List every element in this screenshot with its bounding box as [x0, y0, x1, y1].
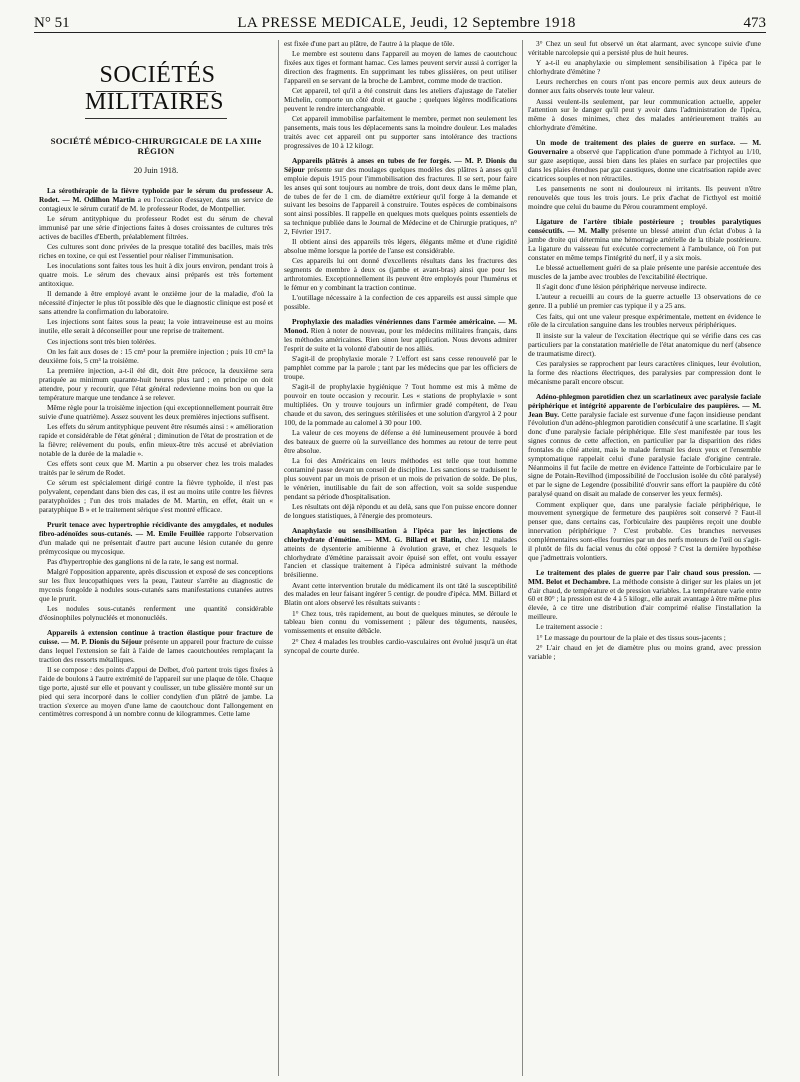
article-paragraph: On les fait aux doses de : 15 cm³ pour la première injection ; puis 10 cm³ la deuxième fois, 5 cm³ la troisième.: [39, 346, 273, 365]
article-paragraph: Les inoculations sont faites tous les huit à dix jours environ, pendant trois à quatre mois. Le sérum des chevaux ainsi préparés est très fortement antitoxique.: [39, 261, 273, 288]
article-paragraph: 1° Chez tous, très rapidement, au bout de quelques minutes, se déroule le tableau bien connu du vomissement ; pâleur des téguments, nausées, vomissements et ensuite débâcle.: [284, 608, 517, 636]
article-paragraph: Pas d'hypertrophie des ganglions ni de la rate, le sang est normal.: [47, 556, 239, 566]
article-paragraph: Malgré l'opposition apparente, après discussion et exposé de ses conceptions sur les flux leucopathiques vers la peau, l'auteur s'arrête au diagnostic de mycosis fongoïde à nodules sous-cutanés sans manifestations cutanées autres que le prurit.: [39, 567, 273, 603]
article-paragraph: Ce sérum est spécialement dirigé contre la fièvre typhoïde, il n'est pas polyvalent, cependant dans bien des cas, il est au moins utile contre les fièvres paratyphoïdes ; l'un des trois malades de M. Martin, en effet, était un « paratyphique B » et le traitement sérique s'est montré efficace.: [39, 478, 273, 514]
article-paragraph: Il se compose : des points d'appui de Delbet, d'où partent trois tiges fixées à l'aide de boulons à l'autre extrémité de l'appareil sur une plaque de tôle. Chaque tige porte, ajusté sur elle et pouvant y coulisser, un tube glissière monté sur un pied qui sera incorporé dans le collier condylien d'un plâtré de jambe. La traction s'exerce au moyen d'une lame de caoutchouc dont l'allongement en centimètres correspond à un nombre connu de kilogrammes. Cette lame: [39, 665, 273, 719]
article-paragraph: Les résultats ont déjà répondu et au delà, sans que l'on puisse encore donner de longues statistiques, à l'énergie des promoteurs.: [284, 501, 517, 520]
article-paragraph: Ces paralysies se rapprochent par leurs caractères cliniques, leur évolution, la forme des réactions électriques, des paralysies par compression dont le mécanisme paraît encore obscur.: [528, 358, 761, 386]
article-paragraph: S'agit-il de prophylaxie hygiénique ? Tout homme est mis à même de pouvoir en toute occasion y recourir. Les « stations de prophylaxie » sont multipliées. On y trouve toujours un infirmier gradé compétent, de l'eau chaude et du savon, des seringues stérilisées et une solution d'argyrol à 2 pour 100, de la pommade au calomel à 30 pour 100.: [284, 382, 517, 427]
article-paragraph: Le sérum antityphique du professeur Rodet est du sérum de cheval immunisé par une série d'injections faites à doses croissantes de cultures très actives de bacilles d'Eberth, préalablement filtrées.: [39, 214, 273, 241]
article-paragraph: 2° L'air chaud en jet de diamètre plus ou moins grand, avec pression variable ;: [528, 643, 761, 661]
session-date: 20 Juin 1918.: [133, 166, 179, 175]
article-heading: Appareils plâtrés à anses en tubes de fer forgés. — M. P. Dionis du Séjour: [284, 156, 517, 174]
column-1: [34, 40, 278, 1076]
article-paragraph: Ces appareils lui ont donné d'excellents résultats dans les fractures des segments de membre à deux os (jambe et avant-bras) ainsi que pour les arthrotomies. Exceptionnellement ils peuvent être employés pour l'humérus et le fémur en y combinant la traction continue.: [284, 256, 517, 292]
article-paragraph: 2° Chez 4 malades les troubles cardio-vasculaires ont évolué jusqu'à un état syncopal de courte durée.: [284, 636, 517, 655]
article-paragraph: Appareils plâtrés à anses en tubes de fer forgés. — M. P. Dionis du Séjour présente sur des moulages quelques modèles des plâtres à anses qu'il emploie depuis 1915 pour l'immobilisation des fractures. Il se sert, pour faire les anses qui sont toujours au nombre de trois, dont deux dans le même plan, de tubes de fer de 1 cm. de diamètre extérieur qu'il forge à la demande et suivant les besoins de l'appareil à construire. Toutes espèces de combinaisons sont ainsi possibles. Il rappelle en quelques mots quelques points essentiels de sa technique publiée dans le Journal de Médecine et de Chirurgie pratiques, n° 2, Février 1917.: [284, 156, 517, 236]
article-paragraph: L'outillage nécessaire à la confection de ces appareils est aussi simple que possible.: [284, 293, 517, 312]
article-paragraph: Un mode de traitement des plaies de guerre en surface. — M. Gouvernaire a observé que l'application d'une pommade à l'ichtyol au 1/10, sur gaze aseptique, aussi bien dans les plaies en surface par projectiles que dans les plaies étendues par gaz caustiques, donne une cicatrisation rapide avec cicatrices souples et non rétractiles.: [528, 138, 761, 183]
article-paragraph: Adéno-phlegmon parotidien chez un scarlatineux avec paralysie faciale périphérique et intégrité apparente de l'orbiculaire des paupières. — M. Jean Buy. Cette paralysie faciale est survenue d'une façon insidieuse pendant l'évolution d'un adéno-phlegmon parotidien consécutif à une scarlatine. Il s'agit donc d'une paralysie faciale périphérique. Elle s'est manifestée par tous les signes connus de cette affection, en particulier par la disparition des rides frontales du côté atteint, mais le malade fermait les deux yeux et l'ensemble symptomatique rappelait celui d'une paralysie faciale d'origine centrale. Néanmoins il fut facile de mettre en évidence l'atteinte de l'orbiculaire par le signe de Potain-Revilhod (impossibilité de l'occlusion isolée du côté paralysé) et par le signe de Legendre (possibilité d'ouvrir sans effort la paupière du côté paralysé quand on disait au malade de conserver les yeux fermés).: [528, 391, 762, 499]
article-paragraph: Même règle pour la troisième injection (qui exceptionnellement pourrait être suivie d'une quatrième). Assez souvent les deux premières injections suffisent.: [39, 402, 273, 421]
issue-number: N° 51: [34, 15, 70, 31]
article-paragraph: S'agit-il de prophylaxie morale ? L'effort est sans cesse renouvelé par le pamphlet comme par la parole ; tant par les médecins que par les officiers de troupe.: [284, 354, 517, 382]
section-title: SOCIÉTÉS MILITAIRES: [39, 62, 273, 116]
page-number: 473: [743, 15, 766, 31]
article-paragraph: Leurs recherches en cours n'ont pas encore permis aux deux auteurs de donner aux faits observés toute leur valeur.: [528, 77, 761, 96]
article-heading: Anaphylaxie ou sensibilisation à l'ipéca par les injections de chlorhydrate d'émétine. — MM. G. Billard et Blatin,: [284, 526, 517, 544]
article-heading: La sérothérapie de la fièvre typhoïde par le sérum du professeur A. Rodet. — M. Odilhon Martin: [39, 186, 273, 204]
article-paragraph: L'auteur a recueilli au cours de la guerre actuelle 13 observations de ce genre. Il a publié un premier cas typique il y a 25 ans.: [528, 292, 761, 311]
article-paragraph: Le traitement des plaies de guerre par l'air chaud sous pression. — MM. Belot et Dechambre. La méthode consiste à diriger sur les plaies un jet d'air chaud, de température et de pression variables. La température varie entre 60 et 80° ; la pression est de 4 à 5 kilogr., elle aurait avantage à être même plus élevée, à ce titre une distribution d'air comprimé réalise l'installation la meilleure.: [528, 567, 761, 622]
article-paragraph: Prurit tenace avec hypertrophie récidivante des amygdales, et nodules fibro-adénoïdes sous-cutanés. — M. Emile Feuillée rapporte l'observation d'un malade qui ne présentait d'autre part aucune lésion cutanée du genre prémycosique ou mycosique.: [39, 520, 273, 556]
article-paragraph: La foi des Américains en leurs méthodes est telle que tout homme contaminé passe devant un conseil de discipline. Les sanctions se traduisent le plus souvent par un mois de prison et un mois de privation de solde. De plus, le vénérien, inutilisable du fait de son affection, voit sa solde suspendue pendant sa période d'hospitalisation.: [284, 456, 517, 501]
article-paragraph: Cet appareil immobilise parfaitement le membre, permet non seulement les pansements, mais tous les déplacements sans la moindre douleur. Les malades traités avec cet appareil ont pu supporter sans intolérance des tractions progressives de 10 à 12 kilogr.: [284, 114, 517, 150]
article-paragraph: La sérothérapie de la fièvre typhoïde par le sérum du professeur A. Rodet. — M. Odilhon Martin a eu l'occasion d'essayer, dans un service de contagieux le sérum curatif de M. le professeur Rodet, de Montpellier.: [39, 186, 273, 213]
article-heading: Un mode de traitement des plaies de guerre en surface. — M. Gouvernaire: [528, 138, 761, 157]
article-paragraph: est fixée d'une part au plâtre, de l'autre à la plaque de tôle.: [284, 40, 455, 48]
article-paragraph: La valeur de ces moyens de défense a été lumineusement prouvée à bord des bateaux de guerre où la surveillance des hommes au retour de terre peut être absolue.: [284, 428, 517, 455]
article-paragraph: Anaphylaxie ou sensibilisation à l'ipéca par les injections de chlorhydrate d'émétine. — MM. G. Billard et Blatin, chez 12 malades atteints de dysenterie amibienne à évolution grave, et chez lesquels le chlorhydrate d'émétine paraissait avoir épuisé son effet, ont voulu essayer l'ancien et classique traitement à l'ipéca administré suivant la méthode brésilienne.: [284, 526, 517, 580]
article-paragraph: Il demande à être employé avant le onzième jour de la maladie, d'où la nécessité d'injecter le plus tôt possible dès que le diagnostic clinique est posé et sans attendre la confirmation du laboratoire.: [39, 289, 273, 316]
article-paragraph: Cet appareil, tel qu'il a été construit dans les ateliers d'ajustage de l'atelier Michelin, comporte un côté droit et gauche ; quelques légères modifications peuvent le rendre interchangeable.: [284, 86, 517, 113]
article-paragraph: Les injections sont faites sous la peau; la voie intraveineuse est au moins inutile, elle serait à déconseiller pour une reprise de traitement.: [39, 317, 273, 336]
article-paragraph: Ligature de l'artère tibiale postérieure ; troubles paralytiques consécutifs. — M. Mally présente un blessé atteint d'un éclat d'obus à la jambe droite qui détermina une hémorragie artérielle de la tibiale postérieure. La ligature du vaisseau fut exécutée correctement à l'ambulance, où l'on put constater en même temps l'intégrité du nerf, il y a six mois.: [528, 217, 761, 262]
article-heading: Prurit tenace avec hypertrophie récidivante des amygdales, et nodules fibro-adénoïdes sous-cutanés. — M. Emile Feuillée: [39, 520, 273, 538]
article-paragraph: Le traitement associe :: [536, 622, 603, 632]
article-paragraph: Ces cultures sont donc privées de la presque totalité des bacilles, mais très riches en toxine, ce qui est l'essentiel pour réaliser l'immunisation.: [39, 242, 273, 260]
article-paragraph: Ces effets sont ceux que M. Martin a pu observer chez les trois malades traités par le sérum de Rodet.: [39, 458, 273, 477]
article-paragraph: 1° Le massage du pourtour de la plaie et des tissus sous-jacents ;: [536, 632, 726, 642]
article-paragraph: Le membre est soutenu dans l'appareil au moyen de lames de caoutchouc fixées aux tiges et formant hamac. Ces lames peuvent servir aussi à corriger la direction des fragments. En supprimant les tubes glissières, on peut utiliser l'appareil en se servant de la broche de Lambret, comme mode de traction.: [284, 49, 517, 85]
article-paragraph: Les effets du sérum antityphique peuvent être résumés ainsi : « amélioration rapide et considérable de l'état général ; diminution de l'état de prostration et de la fièvre; relèvement du pouls, enfin mieux-être très accusé et abréviation notable de la durée de la maladie ».: [39, 422, 273, 458]
column-2: [278, 40, 522, 1076]
article-paragraph: Prophylaxie des maladies vénériennes dans l'armée américaine. — M. Monod. Rien à noter de nouveau, pour les médecins militaires français, dans les méthodes américaines. Rien sinon leur application. Nous devons admirer l'esprit de suite et la volonté d'aboutir de nos alliés.: [284, 317, 517, 353]
journal-title: LA PRESSE MEDICALE, Jeudi, 12 Septembre 1918: [237, 15, 576, 31]
article-paragraph: Les nodules sous-cutanés renferment une quantité considérable d'éosinophiles polynucléés et mononucléés.: [39, 604, 273, 622]
article-paragraph: Le blessé actuellement guéri de sa plaie présente une parésie accentuée des muscles de la jambe avec troubles de l'excitabilité électrique.: [528, 262, 761, 281]
article-paragraph: Avant cette intervention brutale du médicament ils ont tâté la susceptibilité des malades en leur faisant ingérer 5 centigr. de poudre d'ipéca. MM. Billard et Blatin ont alors observé les résultats suivants :: [284, 580, 517, 608]
page-header: [34, 10, 766, 33]
column-3: [522, 40, 766, 1076]
article-paragraph: Les pansements ne sont ni douloureux ni irritants. Ils peuvent n'être renouvelés que tous les trois jours. Le prix d'achat de l'icthyol est moitié moindre que celui du baume du Pérou couramment employé.: [528, 184, 761, 211]
article-heading: Adéno-phlegmon parotidien chez un scarlatineux avec paralysie faciale périphérique et intégrité apparente de l'orbiculaire des paupières. — M. Jean Buy.: [528, 391, 761, 419]
article-paragraph: Appareils à extension continue à traction élastique pour fracture de cuisse. — M. P. Dionis du Séjour présente un appareil pour fracture de cuisse dans lequel l'extension se fait à l'aide de lames caoutchoutées remplaçant la traction des ressorts métalliques.: [39, 628, 273, 664]
article-heading: Ligature de l'artère tibiale postérieure ; troubles paralytiques consécutifs. — M. Mally: [528, 217, 761, 236]
article-paragraph: Il s'agit donc d'une lésion périphérique nerveuse indirecte.: [536, 282, 707, 292]
article-paragraph: Il obtient ainsi des appareils très légers, élégants même et d'une rigidité absolue même lorsque la portée de l'anse est considérable.: [284, 237, 517, 256]
article-paragraph: La première injection, a-t-il été dit, doit être précoce, la deuxième sera pratiquée au minimum quarante-huit heures plus tard ; en principe on doit attendre, pour y recourir, que l'état général redevienne moins bon ou que la température marque une tendance à se relever.: [39, 366, 273, 402]
article-paragraph: Y a-t-il eu anaphylaxie ou simplement sensibilisation à l'ipéca par le chlorhydrate d'émétine ?: [528, 58, 761, 77]
article-heading: Le traitement des plaies de guerre par l'air chaud sous pression. — MM. Belot et Dechambre.: [528, 567, 761, 586]
article-heading: Appareils à extension continue à traction élastique pour fracture de cuisse. — M. P. Dionis du Séjour: [39, 628, 273, 647]
article-paragraph: 3° Chez un seul fut observé un état alarmant, avec syncope suivie d'une véritable narcolepsie qui a persisté plus de huit heures.: [528, 40, 761, 57]
article-paragraph: Comment expliquer que, dans une paralysie faciale périphérique, le mouvement synergique de fermeture des paupières soit conservé ? Faut-il penser que, dans certains cas, l'orbiculaire des paupières reçoit une double innervation périphérique ? C'est probable. Ces branches nerveuses complémentaires sont-elles fournies par un des nerfs moteurs de l'œil ou s'agit-il plutôt de fils du facial venus du côté opposé ? C'est la dernière hypothèse que j'admettrais volontiers.: [528, 499, 761, 562]
article-paragraph: Aussi veulent-ils seulement, par leur communication actuelle, appeler l'attention sur le danger qu'il peut y avoir dans l'administration de l'ipéca, même à doses minimes, chez des malades antérieurement traités au chlorhydrate d'émétine.: [528, 96, 761, 133]
article-paragraph: Ces injections sont très bien tolérées.: [47, 336, 156, 346]
society-name: SOCIÉTÉ MÉDICO-CHIRURGICALE DE LA XIIIe RÉGION: [50, 136, 262, 156]
columns: [34, 40, 766, 1076]
article-paragraph: Il insiste sur la valeur de l'excitation électrique qui se vérifie dans ces cas particuliers par la constatation matérielle de l'état anatomique du nerf (absence de traumatisme direct).: [528, 330, 761, 358]
article-paragraph: Ces faits, qui ont une valeur presque expérimentale, mettent en évidence le rôle de la circulation sanguine dans les troubles nerveux périphériques.: [528, 311, 761, 330]
article-heading: Prophylaxie des maladies vénériennes dans l'armée américaine. — M. Monod.: [284, 317, 517, 336]
